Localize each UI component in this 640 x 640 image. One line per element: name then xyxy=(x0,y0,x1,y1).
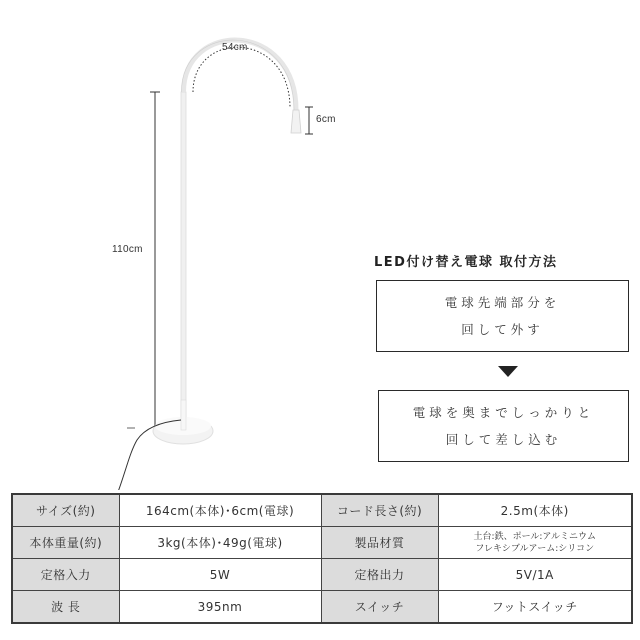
arc-length-label: 54cm xyxy=(222,42,248,53)
spec-label: 定格入力 xyxy=(12,559,119,591)
step-2-line-1: 電球を奥までしっかりと xyxy=(412,405,595,420)
spec-label: 定格出力 xyxy=(321,559,438,591)
step-2-line-2: 回して差し込む xyxy=(445,432,562,447)
table-row xyxy=(12,527,632,559)
spec-label: 製品材質 xyxy=(321,527,438,559)
spec-value: 5V/1A xyxy=(438,559,632,591)
spec-label: 波 長 xyxy=(12,591,119,624)
spec-value: 395nm xyxy=(119,591,321,624)
step-1-box xyxy=(376,280,629,352)
spec-value: 3kg(本体)･49g(電球) xyxy=(119,527,321,559)
spec-value: 2.5m(本体) xyxy=(438,494,632,527)
lamp-pole xyxy=(181,92,186,432)
spec-value: フットスイッチ xyxy=(438,591,632,624)
step-1-line-1: 電球先端部分を xyxy=(444,295,561,310)
spec-table xyxy=(11,493,633,624)
spec-value-material xyxy=(438,527,632,559)
pole-height-label: 110cm xyxy=(112,244,143,255)
step-1-line-2: 回して外す xyxy=(461,322,544,337)
bulb-length-label: 6cm xyxy=(316,114,336,125)
table-row xyxy=(12,591,632,624)
spec-label: コード長さ(約) xyxy=(321,494,438,527)
material-line-1: 土台:鉄、ポール:アルミニウム xyxy=(473,531,596,542)
material-line-2: フレキシブルアーム:シリコン xyxy=(475,543,595,554)
spec-value: 164cm(本体)･6cm(電球) xyxy=(119,494,321,527)
spec-label: サイズ(約) xyxy=(12,494,119,527)
table-row xyxy=(12,559,632,591)
spec-value: 5W xyxy=(119,559,321,591)
spec-label: スイッチ xyxy=(321,591,438,624)
lamp-bulb xyxy=(291,110,301,133)
instructions-title: LED付け替え電球 取付方法 xyxy=(374,255,558,270)
table-row xyxy=(12,494,632,527)
step-2-box xyxy=(378,390,629,462)
spec-label: 本体重量(約) xyxy=(12,527,119,559)
arrow-down-icon xyxy=(498,366,518,377)
